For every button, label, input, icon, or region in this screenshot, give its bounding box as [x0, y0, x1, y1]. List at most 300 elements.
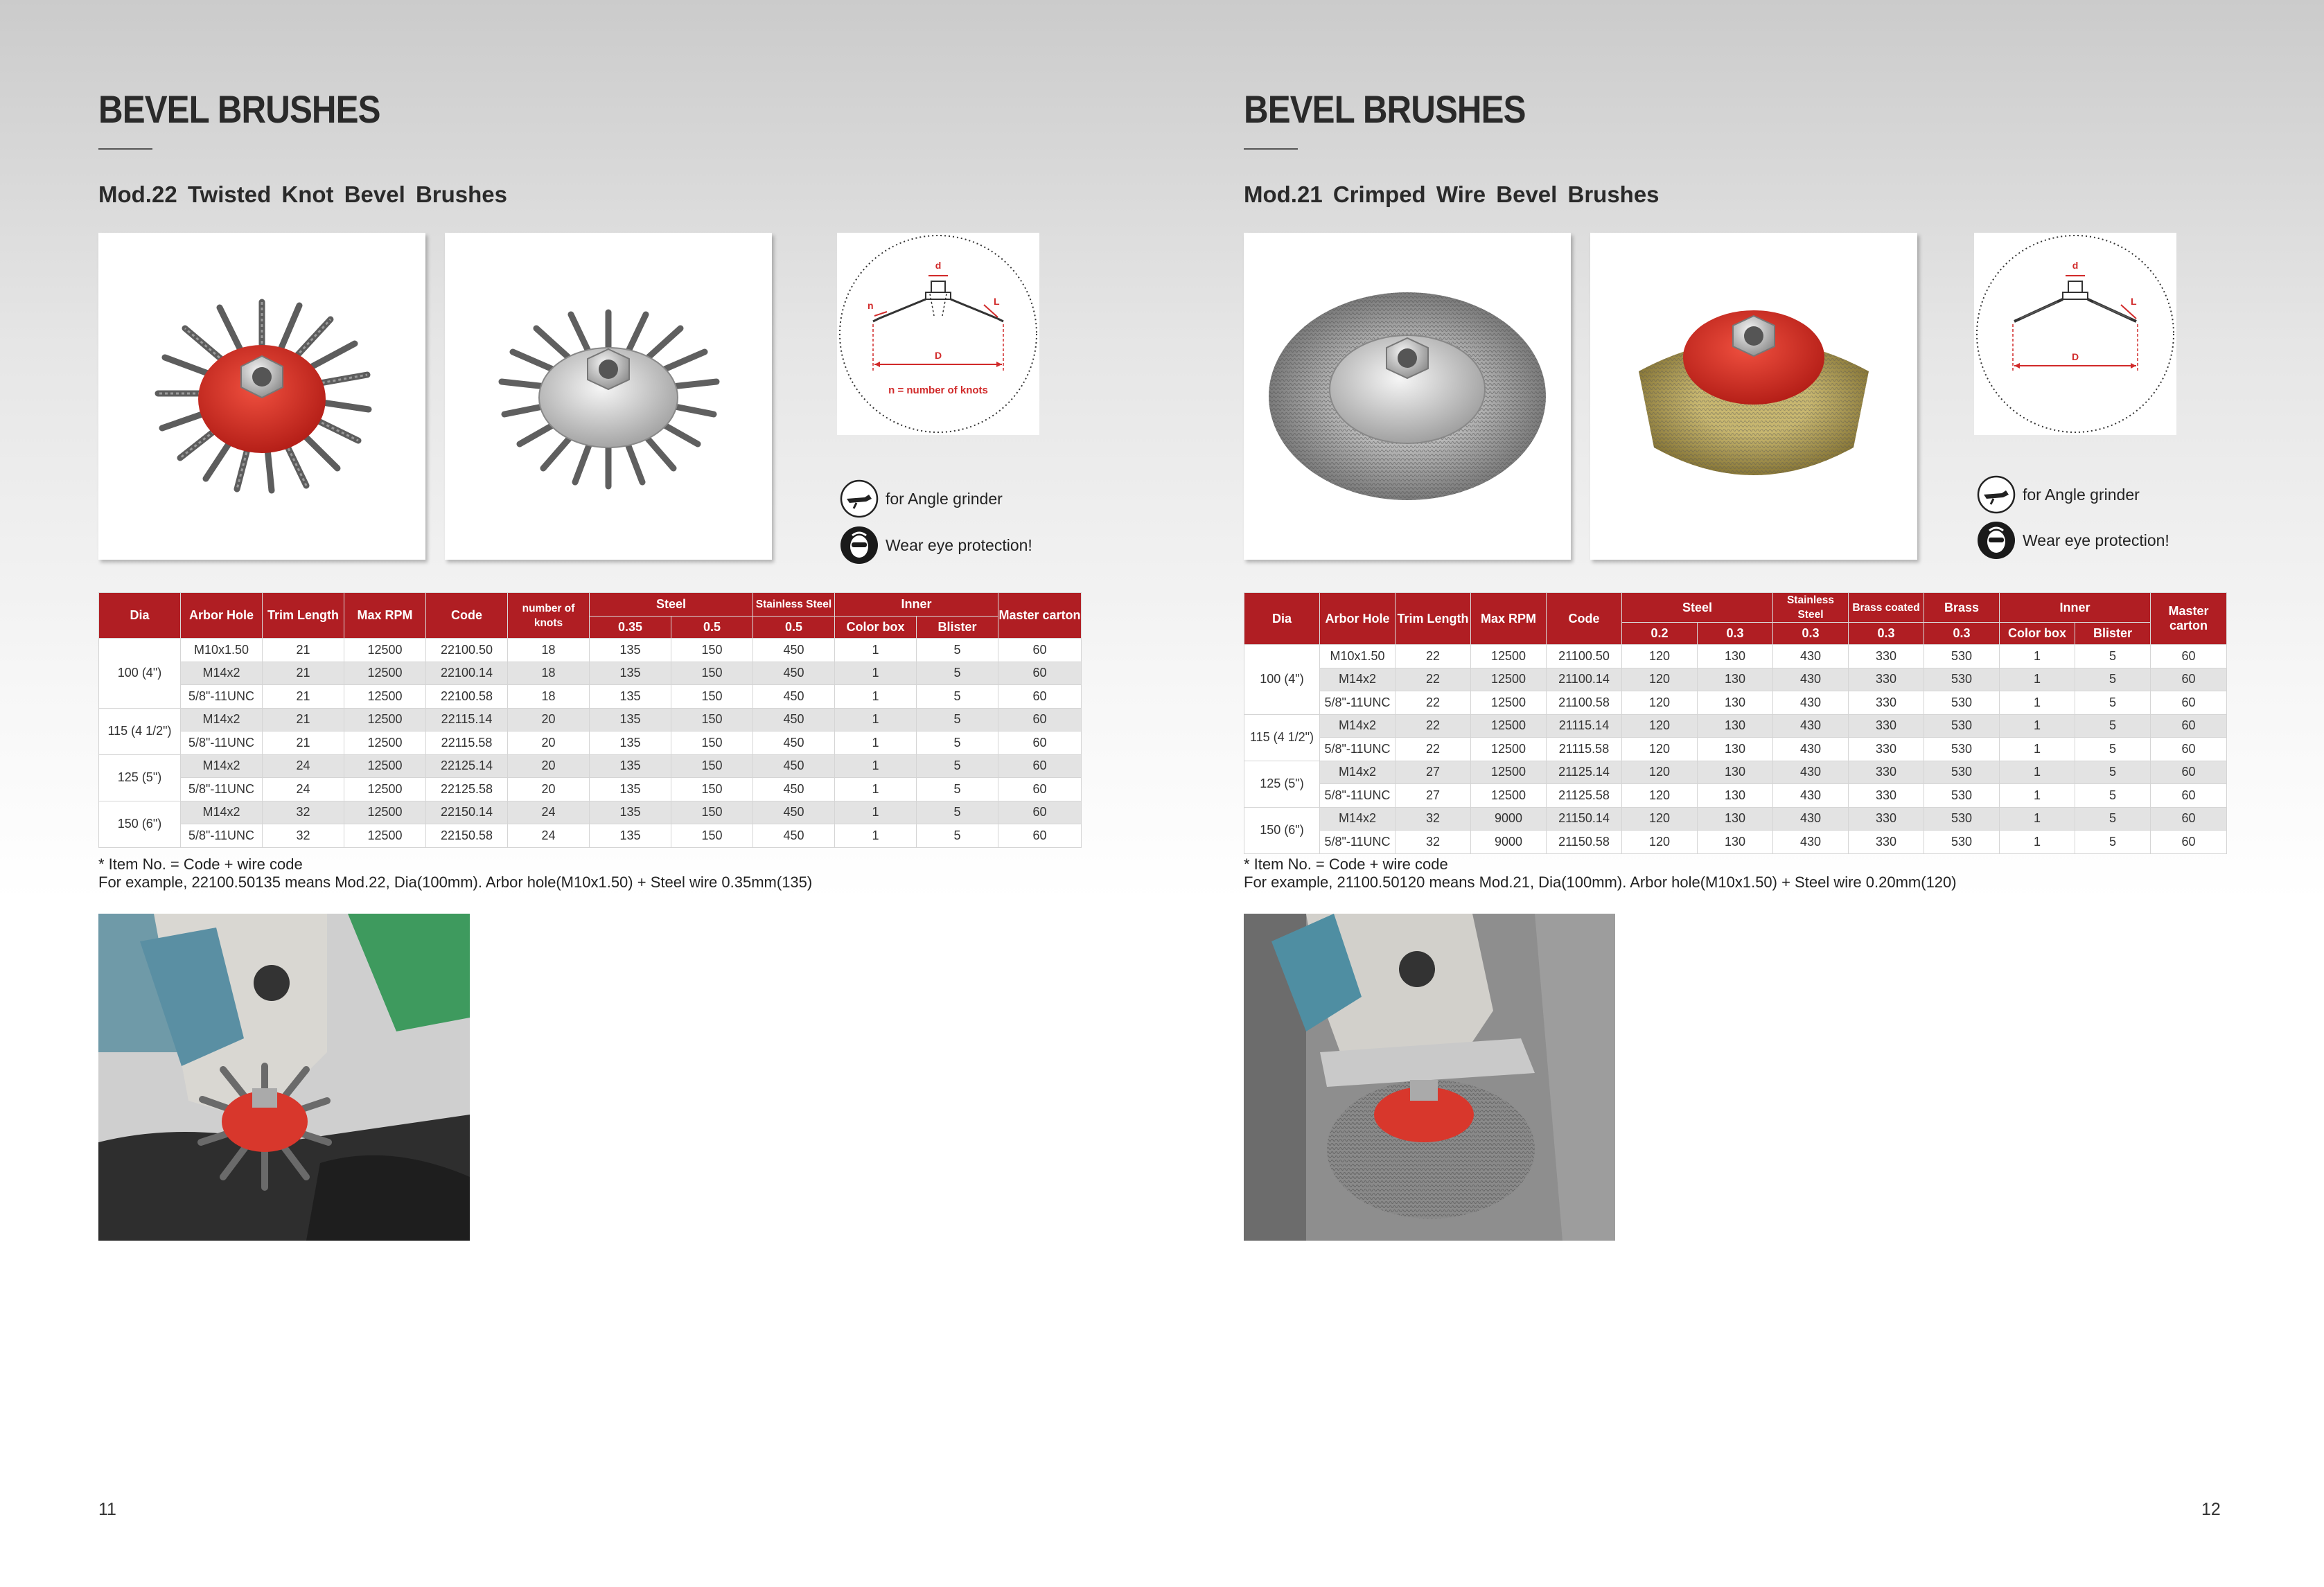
- cell-code: 21100.14: [1547, 668, 1622, 691]
- cell-blister: 5: [2075, 761, 2151, 784]
- table-row: [1244, 668, 2227, 691]
- cell-color-box: 1: [2000, 761, 2075, 784]
- cell-rpm: 12500: [344, 662, 426, 685]
- table-row: [1244, 831, 2227, 854]
- cell-code: 22150.58: [426, 824, 508, 848]
- table-row: [1244, 714, 2227, 738]
- cell-wire-code: 450: [753, 662, 835, 685]
- cell-wire-code: 530: [1924, 738, 2000, 761]
- header-group-brass-coated: Brass coated: [1849, 593, 1924, 623]
- cell-knots: 18: [508, 639, 590, 662]
- cell-trim: 22: [1396, 645, 1471, 668]
- header-code: Code: [426, 593, 508, 639]
- cell-wire-code: 130: [1698, 807, 1773, 831]
- cell-code: 22125.58: [426, 778, 508, 801]
- table-row: [99, 662, 1082, 685]
- cell-master: 60: [998, 708, 1082, 732]
- header-blister: Blister: [2075, 623, 2151, 645]
- cell-wire-code: 135: [590, 732, 671, 755]
- item-number-note: * Item No. = Code + wire code: [98, 855, 303, 873]
- cell-rpm: 9000: [1471, 831, 1547, 854]
- diagram-D-label: D: [934, 350, 942, 361]
- cell-rpm: 12500: [344, 732, 426, 755]
- cell-wire-code: 430: [1773, 691, 1849, 715]
- item-number-note: * Item No. = Code + wire code: [1244, 855, 1448, 873]
- header-wire-size: 0.3: [1849, 623, 1924, 645]
- header-arbor-hole: Arbor Hole: [1320, 593, 1396, 645]
- cell-wire-code: 150: [671, 639, 753, 662]
- cell-wire-code: 150: [671, 732, 753, 755]
- header-arbor-hole: Arbor Hole: [181, 593, 263, 639]
- cell-wire-code: 450: [753, 801, 835, 824]
- header-master-carton: Master carton: [998, 593, 1082, 639]
- cell-rpm: 12500: [344, 639, 426, 662]
- notice-angle-grinder: [1977, 474, 2140, 515]
- header-wire-size: 0.5: [671, 617, 753, 639]
- cell-trim: 32: [263, 801, 344, 824]
- angle-grinder-icon: [840, 479, 879, 518]
- notice-eye-protection: [840, 524, 1032, 566]
- cell-trim: 32: [263, 824, 344, 848]
- cell-master: 60: [2151, 738, 2227, 761]
- cell-code: 21125.58: [1547, 784, 1622, 808]
- cell-rpm: 12500: [1471, 761, 1547, 784]
- diagram-l-label: L: [2131, 296, 2137, 307]
- dimension-diagram: [837, 233, 1039, 435]
- brush-dimension-diagram: [1974, 233, 2176, 435]
- cell-color-box: 1: [2000, 691, 2075, 715]
- cell-blister: 5: [2075, 807, 2151, 831]
- notice-eye-protection: [1977, 520, 2169, 561]
- header-color-box: Color box: [2000, 623, 2075, 645]
- cell-code: 21125.14: [1547, 761, 1622, 784]
- table-row: [1244, 784, 2227, 808]
- page-title: BEVEL BRUSHES: [98, 87, 380, 131]
- product-photo-steel-crimped: [1244, 233, 1571, 560]
- cell-color-box: 1: [835, 662, 917, 685]
- twisted-knot-brush-silver-image: [445, 233, 772, 560]
- cell-dia: 100 (4"): [99, 639, 181, 709]
- cell-wire-code: 150: [671, 754, 753, 778]
- diagram-d-label: d: [2072, 260, 2079, 271]
- cell-wire-code: 430: [1773, 738, 1849, 761]
- cell-wire-code: 430: [1773, 645, 1849, 668]
- cell-wire-code: 330: [1849, 761, 1924, 784]
- title-rule: [1244, 148, 1298, 150]
- page-12: [1162, 0, 2324, 1587]
- cell-master: 60: [998, 639, 1082, 662]
- cell-rpm: 12500: [344, 801, 426, 824]
- eye-protection-icon: [840, 526, 879, 565]
- cell-wire-code: 450: [753, 754, 835, 778]
- cell-blister: 5: [917, 708, 998, 732]
- cell-trim: 21: [263, 685, 344, 709]
- cell-knots: 18: [508, 685, 590, 709]
- cell-wire-code: 330: [1849, 645, 1924, 668]
- cell-code: 21115.58: [1547, 738, 1622, 761]
- diagram-n-label: n: [868, 300, 874, 311]
- cell-dia: 125 (5"): [1244, 761, 1320, 807]
- header-group-steel: Steel: [1622, 593, 1773, 623]
- cell-master: 60: [2151, 645, 2227, 668]
- cell-wire-code: 135: [590, 639, 671, 662]
- cell-color-box: 1: [2000, 645, 2075, 668]
- header-trim-length: Trim Length: [263, 593, 344, 639]
- table-row: [1244, 738, 2227, 761]
- notice-text: Wear eye protection!: [2023, 531, 2169, 549]
- cell-wire-code: 135: [590, 801, 671, 824]
- header-wire-size: 0.3: [1773, 623, 1849, 645]
- cell-arbor: M14x2: [1320, 714, 1396, 738]
- cell-blister: 5: [2075, 831, 2151, 854]
- cell-blister: 5: [917, 639, 998, 662]
- header-dia: Dia: [99, 593, 181, 639]
- header-trim-length: Trim Length: [1396, 593, 1471, 645]
- header-dia: Dia: [1244, 593, 1320, 645]
- cell-color-box: 1: [835, 801, 917, 824]
- cell-dia: 115 (4 1/2"): [1244, 714, 1320, 761]
- cell-wire-code: 330: [1849, 738, 1924, 761]
- table-row: [99, 824, 1082, 848]
- cell-master: 60: [998, 754, 1082, 778]
- cell-blister: 5: [2075, 691, 2151, 715]
- cell-wire-code: 530: [1924, 831, 2000, 854]
- cell-master: 60: [2151, 668, 2227, 691]
- cell-wire-code: 150: [671, 685, 753, 709]
- cell-master: 60: [2151, 714, 2227, 738]
- cell-code: 21150.14: [1547, 807, 1622, 831]
- cell-wire-code: 430: [1773, 831, 1849, 854]
- cell-master: 60: [998, 662, 1082, 685]
- cell-rpm: 12500: [344, 708, 426, 732]
- cell-blister: 5: [917, 801, 998, 824]
- cell-wire-code: 130: [1698, 831, 1773, 854]
- spec-table: [1244, 592, 2227, 854]
- cell-master: 60: [2151, 784, 2227, 808]
- cell-code: 22115.58: [426, 732, 508, 755]
- cell-master: 60: [998, 732, 1082, 755]
- brush-dimension-diagram: [837, 233, 1039, 435]
- cell-wire-code: 450: [753, 778, 835, 801]
- cell-blister: 5: [917, 754, 998, 778]
- product-photo-silver-hub: [445, 233, 772, 560]
- cell-wire-code: 450: [753, 639, 835, 662]
- cell-wire-code: 530: [1924, 784, 2000, 808]
- cell-wire-code: 150: [671, 708, 753, 732]
- cell-wire-code: 430: [1773, 761, 1849, 784]
- cell-wire-code: 530: [1924, 761, 2000, 784]
- cell-knots: 20: [508, 778, 590, 801]
- cell-trim: 22: [1396, 714, 1471, 738]
- page-number: 12: [2201, 1500, 2221, 1519]
- cell-trim: 21: [263, 732, 344, 755]
- header-group-stainless-steel: Stainless Steel: [1773, 593, 1849, 623]
- page-number: 11: [98, 1500, 116, 1519]
- cell-wire-code: 135: [590, 824, 671, 848]
- table-row: [1244, 761, 2227, 784]
- cell-rpm: 9000: [1471, 807, 1547, 831]
- cell-wire-code: 330: [1849, 807, 1924, 831]
- cell-rpm: 12500: [1471, 738, 1547, 761]
- cell-code: 21100.58: [1547, 691, 1622, 715]
- cell-wire-code: 120: [1622, 691, 1698, 715]
- table-row: [99, 754, 1082, 778]
- cell-rpm: 12500: [1471, 784, 1547, 808]
- cell-knots: 20: [508, 754, 590, 778]
- cell-color-box: 1: [2000, 714, 2075, 738]
- cell-rpm: 12500: [1471, 714, 1547, 738]
- crimped-wire-brush-steel-image: [1244, 233, 1571, 560]
- product-photo-red-hub: [98, 233, 425, 560]
- cell-color-box: 1: [2000, 738, 2075, 761]
- cell-wire-code: 530: [1924, 668, 2000, 691]
- cell-rpm: 12500: [344, 778, 426, 801]
- cell-arbor: 5/8"-11UNC: [181, 732, 263, 755]
- cell-knots: 20: [508, 732, 590, 755]
- cell-blister: 5: [2075, 668, 2151, 691]
- cell-wire-code: 150: [671, 778, 753, 801]
- cell-wire-code: 330: [1849, 784, 1924, 808]
- cell-wire-code: 150: [671, 824, 753, 848]
- cell-wire-code: 135: [590, 662, 671, 685]
- cell-blister: 5: [2075, 784, 2151, 808]
- cell-code: 22100.58: [426, 685, 508, 709]
- diagram-l-label: L: [994, 296, 1000, 307]
- cell-color-box: 1: [835, 754, 917, 778]
- cell-arbor: 5/8"-11UNC: [1320, 691, 1396, 715]
- header-group-stainless-steel: Stainless Steel: [753, 593, 835, 617]
- diagram-d-label: d: [935, 260, 942, 271]
- cell-wire-code: 120: [1622, 668, 1698, 691]
- cell-wire-code: 450: [753, 824, 835, 848]
- cell-wire-code: 120: [1622, 714, 1698, 738]
- cell-wire-code: 135: [590, 708, 671, 732]
- cell-trim: 21: [263, 639, 344, 662]
- cell-wire-code: 135: [590, 754, 671, 778]
- notice-angle-grinder: [840, 478, 1003, 520]
- cell-color-box: 1: [835, 824, 917, 848]
- twisted-knot-brush-red-image: [98, 233, 425, 560]
- table-row: [99, 639, 1082, 662]
- table-row: [99, 778, 1082, 801]
- item-number-example: For example, 21100.50120 means Mod.21, Dia(100mm). Arbor hole(M10x1.50) + Steel wire 0.20mm(120): [1244, 874, 1957, 891]
- spec-table: [98, 592, 1082, 848]
- cell-color-box: 1: [2000, 668, 2075, 691]
- cell-trim: 27: [1396, 784, 1471, 808]
- header-master-carton: Master carton: [2151, 593, 2227, 645]
- cell-code: 21115.14: [1547, 714, 1622, 738]
- cell-wire-code: 530: [1924, 714, 2000, 738]
- table-row: [99, 685, 1082, 709]
- cell-dia: 100 (4"): [1244, 645, 1320, 715]
- header-wire-size: 0.3: [1698, 623, 1773, 645]
- cell-color-box: 1: [2000, 784, 2075, 808]
- cell-arbor: M14x2: [181, 708, 263, 732]
- cell-rpm: 12500: [344, 824, 426, 848]
- cell-knots: 24: [508, 801, 590, 824]
- cell-arbor: M14x2: [1320, 807, 1396, 831]
- cell-arbor: 5/8"-11UNC: [1320, 784, 1396, 808]
- page-title: BEVEL BRUSHES: [1244, 87, 1526, 131]
- cell-wire-code: 130: [1698, 761, 1773, 784]
- cell-code: 21150.58: [1547, 831, 1622, 854]
- cell-dia: 115 (4 1/2"): [99, 708, 181, 754]
- cell-wire-code: 150: [671, 801, 753, 824]
- table-row: [99, 801, 1082, 824]
- cell-wire-code: 120: [1622, 645, 1698, 668]
- cell-wire-code: 135: [590, 778, 671, 801]
- cell-wire-code: 530: [1924, 807, 2000, 831]
- cell-arbor: M14x2: [181, 754, 263, 778]
- diagram-caption: n = number of knots: [888, 384, 988, 396]
- cell-wire-code: 130: [1698, 714, 1773, 738]
- table-row: [1244, 691, 2227, 715]
- header-wire-size: 0.2: [1622, 623, 1698, 645]
- header-number-of-knots: number of knots: [508, 593, 590, 639]
- cell-master: 60: [998, 685, 1082, 709]
- cell-arbor: M14x2: [1320, 761, 1396, 784]
- cell-arbor: 5/8"-11UNC: [181, 778, 263, 801]
- cell-blister: 5: [2075, 714, 2151, 738]
- cell-trim: 24: [263, 778, 344, 801]
- cell-color-box: 1: [835, 708, 917, 732]
- cell-rpm: 12500: [1471, 645, 1547, 668]
- cell-code: 22125.14: [426, 754, 508, 778]
- dimension-diagram: [1974, 233, 2176, 435]
- header-max-rpm: Max RPM: [344, 593, 426, 639]
- cell-wire-code: 120: [1622, 807, 1698, 831]
- cell-blister: 5: [917, 732, 998, 755]
- header-group-brass: Brass: [1924, 593, 2000, 623]
- cell-blister: 5: [917, 662, 998, 685]
- notice-text: for Angle grinder: [886, 489, 1003, 508]
- cell-wire-code: 150: [671, 662, 753, 685]
- cell-master: 60: [998, 801, 1082, 824]
- cell-wire-code: 120: [1622, 738, 1698, 761]
- cell-dia: 150 (6"): [1244, 807, 1320, 853]
- cell-wire-code: 330: [1849, 831, 1924, 854]
- cell-arbor: M10x1.50: [1320, 645, 1396, 668]
- cell-trim: 21: [263, 662, 344, 685]
- cell-rpm: 12500: [344, 754, 426, 778]
- cell-arbor: 5/8"-11UNC: [1320, 738, 1396, 761]
- product-subtitle: Mod.22 Twisted Knot Bevel Brushes: [98, 181, 507, 207]
- application-photo: [98, 914, 470, 1241]
- cell-wire-code: 430: [1773, 807, 1849, 831]
- cell-master: 60: [2151, 831, 2227, 854]
- cell-wire-code: 120: [1622, 761, 1698, 784]
- cell-trim: 22: [1396, 738, 1471, 761]
- cell-color-box: 1: [835, 639, 917, 662]
- cell-blister: 5: [917, 824, 998, 848]
- cell-arbor: M14x2: [181, 801, 263, 824]
- header-color-box: Color box: [835, 617, 917, 639]
- header-max-rpm: Max RPM: [1471, 593, 1547, 645]
- cell-trim: 27: [1396, 761, 1471, 784]
- cell-arbor: M14x2: [1320, 668, 1396, 691]
- notice-text: Wear eye protection!: [886, 535, 1032, 554]
- application-photo: [1244, 914, 1615, 1241]
- header-blister: Blister: [917, 617, 998, 639]
- cell-wire-code: 430: [1773, 668, 1849, 691]
- cell-code: 22150.14: [426, 801, 508, 824]
- cell-master: 60: [2151, 691, 2227, 715]
- cell-color-box: 1: [835, 732, 917, 755]
- cell-code: 22115.14: [426, 708, 508, 732]
- cell-wire-code: 450: [753, 685, 835, 709]
- table-row: [1244, 645, 2227, 668]
- header-group-steel: Steel: [590, 593, 753, 617]
- cell-arbor: M10x1.50: [181, 639, 263, 662]
- cell-knots: 24: [508, 824, 590, 848]
- cell-blister: 5: [2075, 738, 2151, 761]
- notice-text: for Angle grinder: [2023, 485, 2140, 504]
- cell-wire-code: 330: [1849, 714, 1924, 738]
- eye-protection-icon: [1977, 521, 2016, 560]
- cell-wire-code: 130: [1698, 691, 1773, 715]
- cell-wire-code: 130: [1698, 668, 1773, 691]
- cell-wire-code: 430: [1773, 784, 1849, 808]
- cell-wire-code: 530: [1924, 691, 2000, 715]
- cell-trim: 32: [1396, 807, 1471, 831]
- cell-color-box: 1: [835, 685, 917, 709]
- cell-blister: 5: [917, 778, 998, 801]
- cell-arbor: 5/8"-11UNC: [1320, 831, 1396, 854]
- header-code: Code: [1547, 593, 1622, 645]
- cell-master: 60: [2151, 807, 2227, 831]
- header-wire-size: 0.5: [753, 617, 835, 639]
- cell-color-box: 1: [2000, 807, 2075, 831]
- cell-arbor: M14x2: [181, 662, 263, 685]
- header-wire-size: 0.35: [590, 617, 671, 639]
- cell-code: 22100.14: [426, 662, 508, 685]
- header-group-inner: Inner: [2000, 593, 2151, 623]
- cell-trim: 24: [263, 754, 344, 778]
- product-photo-brass-crimped: [1590, 233, 1917, 560]
- header-wire-size: 0.3: [1924, 623, 2000, 645]
- cell-blister: 5: [917, 685, 998, 709]
- cell-wire-code: 120: [1622, 784, 1698, 808]
- cell-wire-code: 430: [1773, 714, 1849, 738]
- cell-trim: 22: [1396, 668, 1471, 691]
- cell-trim: 22: [1396, 691, 1471, 715]
- angle-grinder-knot-brush-photo: [98, 914, 470, 1241]
- cell-rpm: 12500: [344, 685, 426, 709]
- cell-wire-code: 130: [1698, 738, 1773, 761]
- cell-trim: 32: [1396, 831, 1471, 854]
- crimped-wire-brush-brass-image: [1590, 233, 1917, 560]
- cell-wire-code: 450: [753, 708, 835, 732]
- cell-knots: 20: [508, 708, 590, 732]
- cell-code: 21100.50: [1547, 645, 1622, 668]
- cell-color-box: 1: [835, 778, 917, 801]
- cell-dia: 150 (6"): [99, 801, 181, 847]
- cell-arbor: 5/8"-11UNC: [181, 824, 263, 848]
- cell-master: 60: [998, 824, 1082, 848]
- table-row: [99, 732, 1082, 755]
- title-rule: [98, 148, 152, 150]
- angle-grinder-icon: [1977, 475, 2016, 514]
- cell-wire-code: 130: [1698, 645, 1773, 668]
- cell-master: 60: [998, 778, 1082, 801]
- cell-rpm: 12500: [1471, 691, 1547, 715]
- item-number-example: For example, 22100.50135 means Mod.22, Dia(100mm). Arbor hole(M10x1.50) + Steel wire 0.35mm(135): [98, 874, 813, 891]
- cell-knots: 18: [508, 662, 590, 685]
- table-row: [1244, 807, 2227, 831]
- cell-wire-code: 120: [1622, 831, 1698, 854]
- cell-dia: 125 (5"): [99, 754, 181, 801]
- cell-wire-code: 330: [1849, 691, 1924, 715]
